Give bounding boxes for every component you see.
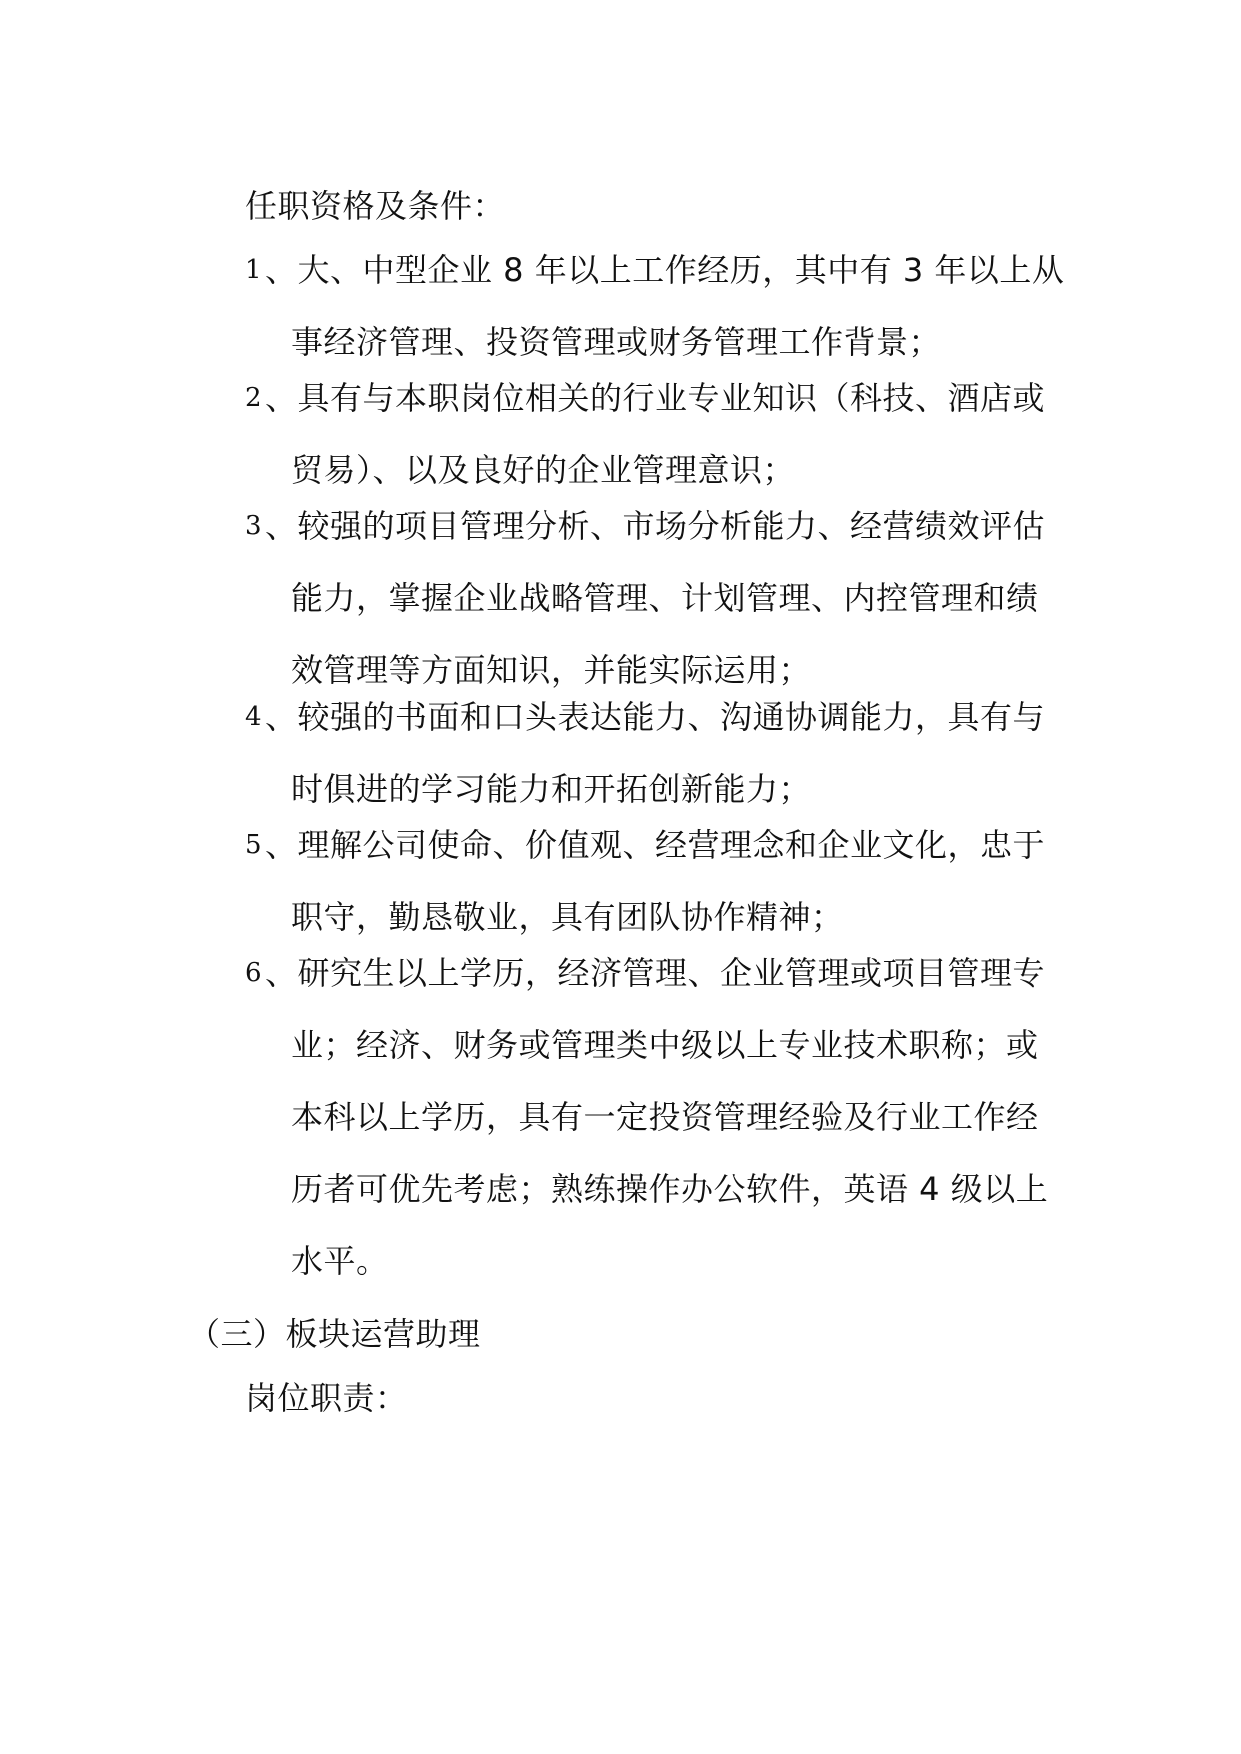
- item-number: 3: [245, 511, 262, 541]
- item-line: 职守，勤恳敬业，具有团队协作精神；: [291, 898, 844, 936]
- item-line: 效管理等方面知识，并能实际运用；: [291, 651, 812, 689]
- item-line: 本科以上学历，具有一定投资管理经验及行业工作经: [291, 1098, 1039, 1136]
- item-line: 能力，掌握企业战略管理、计划管理、内控管理和绩: [291, 579, 1039, 617]
- duties-heading: 岗位职责：: [245, 1379, 408, 1417]
- item-number: 2: [245, 383, 262, 413]
- item-line: 历者可优先考虑；熟练操作办公软件，英语 4 级以上: [291, 1170, 1049, 1208]
- item-line: 、理解公司使命、价值观、经营理念和企业文化，忠于: [265, 826, 1046, 864]
- item-line: 、大、中型企业 8 年以上工作经历，其中有 3 年以上从: [265, 251, 1065, 289]
- item-line: 、具有与本职岗位相关的行业专业知识（科技、酒店或: [265, 379, 1046, 417]
- item-line: 贸易）、以及良好的企业管理意识；: [291, 451, 796, 489]
- item-number: 5: [245, 830, 262, 860]
- item-line: 事经济管理、投资管理或财务管理工作背景；: [291, 323, 942, 361]
- item-line: 时俱进的学习能力和开拓创新能力；: [291, 770, 812, 808]
- qualifications-heading: 任职资格及条件：: [245, 187, 506, 225]
- item-line: 、较强的项目管理分析、市场分析能力、经营绩效评估: [265, 507, 1046, 545]
- item-line: 、较强的书面和口头表达能力、沟通协调能力，具有与: [265, 698, 1046, 736]
- item-line: 、研究生以上学历，经济管理、企业管理或项目管理专: [265, 954, 1046, 992]
- section-title: （三）板块运营助理: [188, 1315, 481, 1353]
- item-line: 业；经济、财务或管理类中级以上专业技术职称；或: [291, 1026, 1039, 1064]
- item-line: 水平。: [291, 1242, 389, 1280]
- item-number: 1: [245, 255, 262, 285]
- item-number: 4: [245, 702, 262, 732]
- item-number: 6: [245, 958, 262, 988]
